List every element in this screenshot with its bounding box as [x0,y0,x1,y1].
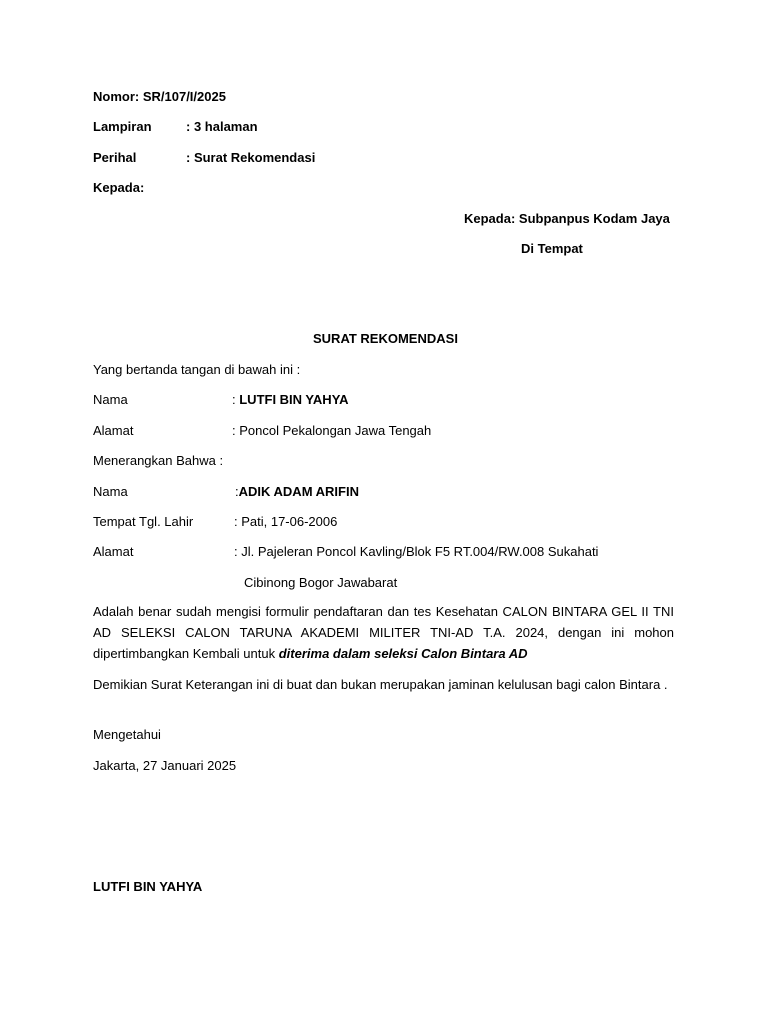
signer-address-label: Alamat [93,423,134,438]
attachment-value: : 3 halaman [186,119,258,134]
recipient-line-1: Kepada: Subpanpus Kodam Jaya [464,211,670,226]
signer-name-colon: : [232,392,240,407]
body-paragraph-2: Demikian Surat Keterangan ini di buat dan bukan merupakan jaminan kelulusan bagi calon Bintara . [93,677,668,692]
body-paragraph-1 [93,601,674,664]
signer-name-value: LUTFI BIN YAHYA [239,392,349,407]
statement-intro: Menerangkan Bahwa : [93,453,224,468]
signer-name-label: Nama [93,392,128,407]
body-paragraph-1-text: Adalah benar sudah mengisi formulir pendaftaran dan tes Kesehatan CALON BINTARA GEL II TNI AD SELEKSI CALON TARUNA AKADEMI MILITER TNI-AD T.A. 2024, dengan ini mohon dipertimbangkan Kembali untuk [93,604,674,661]
letter-title: SURAT REKOMENDASI [313,331,458,346]
subject-birth-label: Tempat Tgl. Lahir [93,514,194,529]
signer-address-value: : Poncol Pekalongan Jawa Tengah [232,423,432,438]
subject-name-colon: : [235,484,239,499]
subject-name-label: Nama [93,484,128,499]
recipient-line-2: Di Tempat [521,241,583,256]
signer-name-row [232,392,349,408]
subject-address-label: Alamat [93,544,134,559]
place-date: Jakarta, 27 Januari 2025 [93,758,237,773]
subject-value: : Surat Rekomendasi [186,150,316,165]
attachment-label: Lampiran [93,119,152,134]
signer-intro: Yang bertanda tangan di bawah ini : [93,362,301,377]
subject-name-value: ADIK ADAM ARIFIN [238,484,359,499]
subject-birth-value: : Pati, 17-06-2006 [234,514,338,529]
body-paragraph-1-emphasis: diterima dalam seleksi Calon Bintara AD [278,646,528,661]
subject-name-row [235,484,359,500]
signature-name: LUTFI BIN YAHYA [93,879,203,894]
subject-label: Perihal [93,150,137,165]
acknowledged-label: Mengetahui [93,727,161,742]
subject-address-line-1: : Jl. Pajeleran Poncol Kavling/Blok F5 RT.004/RW.008 Sukahati [234,544,599,559]
subject-address-line-2: Cibinong Bogor Jawabarat [244,575,398,590]
letter-number: Nomor: SR/107/I/2025 [93,89,226,104]
to-label: Kepada: [93,180,145,195]
